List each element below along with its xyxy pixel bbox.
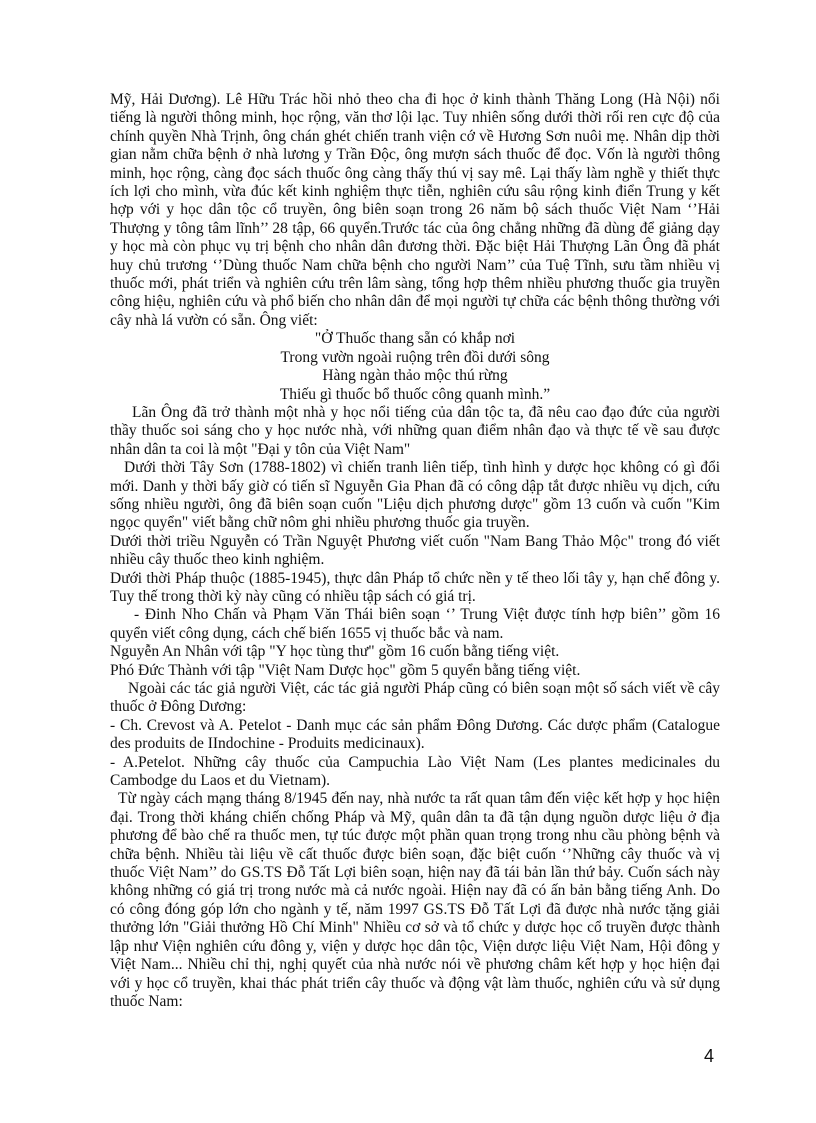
paragraph-tay-son: Dưới thời Tây Sơn (1788-1802) vì chiến tranh liên tiếp, tình hình y dược học không có gì đổi mới. Danh y thời bấy giờ có tiến sĩ Nguyễn Gia Phan đã có công dập tắt được nhiều vụ dịch, cứu sống nhiều người, ông đã biên soạn cuốn "Liệu dịch phương dược" gồm 13 cuốn và cuốn "Kim ngọc quyển" viết bằng chữ nôm ghi nhiều phương thuốc gia truyền. <box>110 459 720 532</box>
list-item-petelot: - A.Petelot. Những cây thuốc của Campuchia Lào Việt Nam (Les plantes medicinales du Cambodge du Laos et du Vietnam). <box>110 753 720 790</box>
page-number: 4 <box>704 1046 715 1066</box>
poem-line: Thiếu gì thuốc bổ thuốc công quanh mình.” <box>279 385 551 403</box>
poem-line: Trong vườn ngoài ruộng trên đồi dưới sông <box>280 348 550 366</box>
paragraph-nguyen: Dưới thời triều Nguyễn có Trần Nguyệt Phương viết cuốn "Nam Bang Thảo Mộc" trong đó viết nhiều cây thuốc theo kinh nghiệm. <box>110 532 720 569</box>
document-body <box>110 91 720 1011</box>
paragraph-phap-thuoc: Dưới thời Pháp thuộc (1885-1945), thực dân Pháp tổ chức nền y tế theo lối tây y, hạn chế đông y. Tuy thế trong thời kỳ này cũng có nhiều tập sách có giá trị. <box>110 569 720 605</box>
paragraph-french-authors: Ngoài các tác giả người Việt, các tác giả người Pháp cũng có biên soạn một số sách viết về cây thuốc ở Đông Dương: <box>110 680 720 716</box>
paragraph-dinh-nho-chan: - Đinh Nho Chấn và Phạm Văn Thái biên soạn ‘’ Trung Việt được tính hợp biên’’ gồm 16 quyển viết công dụng, cách chế biến 1655 vị thuốc bắc và nam. <box>110 606 720 642</box>
paragraph-pho-duc-thanh: Phó Đức Thành với tập "Việt Nam Dược học" gồm 5 quyển bằng tiếng việt. <box>110 661 581 679</box>
intro-paragraph: Mỹ, Hải Dương). Lê Hữu Trác hồi nhỏ theo cha đi học ở kinh thành Thăng Long (Hà Nội) nổi tiếng là người thông minh, học rộng, văn thơ lội lạc. Tuy nhiên sống dưới thời rối ren cực độ của chính quyền Nhà Trịnh, ông chán ghét chiến tranh viện cớ về Hương Sơn nuôi mẹ. Nhân dịp thời gian nằm chữa bệnh ở nhà lương y Trần Độc, ông mượn sách thuốc để đọc. Vốn là người thông minh, học rộng, càng đọc sách thuốc ông càng thấy thú vị say mê. Lại thấy làm nghề y thiết thực ích lợi cho mình, vừa đúc kết kinh nghiệm thực tiễn, nghiên cứu sâu rộng kinh điển Trung y kết hợp với y học dân tộc cổ truyền, ông biên soạn trong 26 năm bộ sách thuốc Việt Nam ‘’Hải Thượng y tông tâm lĩnh’’ 28 tập, 66 quyển.Trước tác của ông chẳng những đã dùng để giảng dạy y học mà còn phục vụ trị bệnh cho nhân dân đương thời. Đặc biệt Hải Thượng Lãn Ông đã phát huy chủ trương ‘’Dùng thuốc Nam chữa bệnh cho người Nam’’ của Tuệ Tĩnh, sưu tầm nhiều vị thuốc mới, phát triển và nghiên cứu trên lâm sàng, tổng hợp thêm nhiều phương thuốc gia truyền công hiệu, nghiên cứu và phổ biến cho nhân dân để mọi người tự chữa các bệnh thông thường với cây nhà lá vườn có sẵn. Ông viết: <box>110 91 720 329</box>
paragraph-nguyen-an-nhan: Nguyễn An Nhân với tập "Y học tùng thư" gồm 16 cuốn bằng tiếng việt. <box>110 643 560 661</box>
poem-block <box>110 330 720 404</box>
poem-line: "Ở Thuốc thang sẵn có khắp nơi <box>314 330 516 348</box>
poem-line: Hàng ngàn thảo mộc thú rừng <box>322 367 508 385</box>
list-item-crevost: - Ch. Crevost và A. Petelot - Danh mục các sản phẩm Đông Dương. Các dược phẩm (Catalogue des produits de IIndochine - Produits medicinaux). <box>110 716 720 753</box>
paragraph-lan-ong: Lãn Ông đã trở thành một nhà y học nổi tiếng của dân tộc ta, đã nêu cao đạo đức của người thầy thuốc soi sáng cho y học nước nhà, với những quan điểm nhân đạo và thực tế về sau được nhân dân ta coi là một "Đại y tôn của Việt Nam" <box>110 403 720 458</box>
paragraph-revolution: Từ ngày cách mạng tháng 8/1945 đến nay, nhà nước ta rất quan tâm đến việc kết hợp y học hiện đại. Trong thời kháng chiến chống Pháp và Mỹ, quân dân ta đã tận dụng nguồn dược liệu ở địa phương để bào chế ra thuốc men, tự túc được một phần quan trọng trong nhu cầu phòng bệnh và chữa bệnh. Nhiều tài liệu về cất thuốc được biên soạn, đặc biệt cuốn ‘’Những cây thuốc và vị thuốc Việt Nam’’ do GS.TS Đỗ Tất Lợi biên soạn, hiện nay đã tái bản lần thứ bảy. Cuốn sách này không những có giá trị trong nước mà cả nước ngoài. Hiện nay đã có ấn bản bằng tiếng Anh. Do có công đóng góp lớn cho ngành y tế, năm 1997 GS.TS Đỗ Tất Lợi đã được nhà nước tặng giải thưởng lớn "Giải thưởng Hồ Chí Minh" Nhiều cơ sở và tổ chức y dược học cổ truyền được thành lập như Viện nghiên cứu đông y, viện y dược học dân tộc, Viện dược liệu Việt Nam, Hội đông y Việt Nam... Nhiều chỉ thị, nghị quyết của nhà nước nói về phương châm kết hợp y học hiện đại với y học cổ truyền, khai thác phát triển cây thuốc và động vật làm thuốc, nghiên cứu và sử dụng thuốc Nam: <box>110 790 720 1010</box>
